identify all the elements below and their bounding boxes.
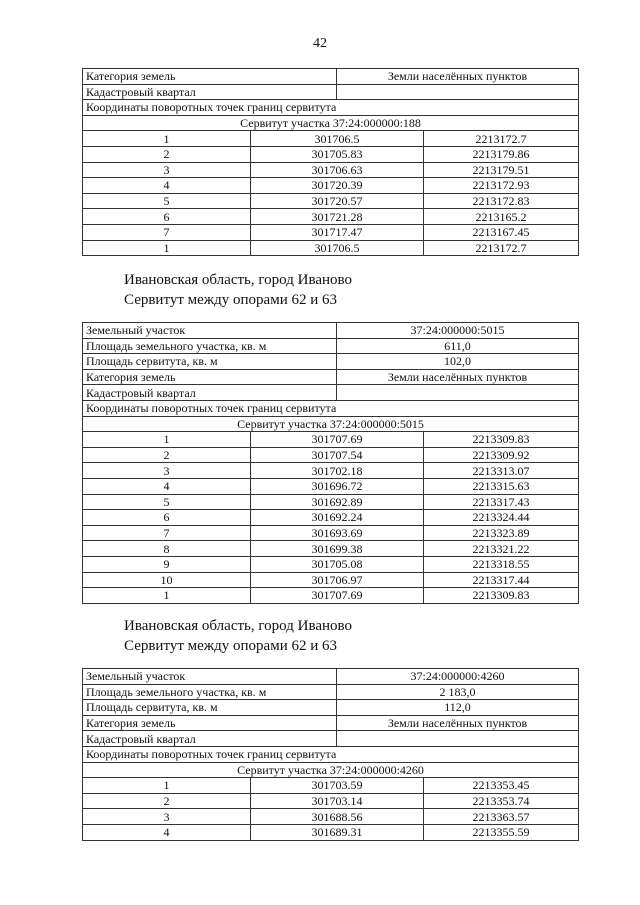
info-row: [83, 369, 579, 385]
point-y: 2213167.45: [424, 224, 579, 240]
point-number: 5: [83, 494, 251, 510]
point-x: 301707.54: [251, 447, 424, 463]
point-y: 2213353.45: [424, 778, 579, 794]
point-number: 8: [83, 541, 251, 557]
point-number: 1: [83, 240, 251, 256]
table-row: [83, 541, 579, 557]
info-row: [83, 338, 579, 354]
point-x: 301696.72: [251, 478, 424, 494]
point-y: 2213324.44: [424, 510, 579, 526]
info-value: 611,0: [337, 338, 579, 354]
point-x: 301699.38: [251, 541, 424, 557]
point-number: 4: [83, 824, 251, 840]
info-row: [83, 385, 579, 401]
point-x: 301720.39: [251, 178, 424, 194]
info-value: Земли населённых пунктов: [337, 69, 579, 85]
heading-servitude: Сервитут между опорами 62 и 63: [124, 292, 337, 308]
servitude-table-5015: [82, 322, 579, 604]
info-label: Категория земель: [83, 715, 337, 731]
info-row: [83, 715, 579, 731]
point-number: 3: [83, 162, 251, 178]
point-x: 301720.57: [251, 193, 424, 209]
point-number: 3: [83, 463, 251, 479]
point-x: 301692.24: [251, 510, 424, 526]
point-x: 301688.56: [251, 809, 424, 825]
table-row: [83, 556, 579, 572]
coords-title: Координаты поворотных точек границ сервитута: [83, 100, 579, 116]
point-y: 2213318.55: [424, 556, 579, 572]
table-row: [83, 824, 579, 840]
info-value: 102,0: [337, 354, 579, 370]
point-number: 7: [83, 224, 251, 240]
point-number: 6: [83, 209, 251, 225]
servitude-title-row: [83, 416, 579, 432]
point-number: 1: [83, 588, 251, 604]
info-label: Земельный участок: [83, 669, 337, 685]
point-number: 2: [83, 146, 251, 162]
info-row: [83, 669, 579, 685]
info-value: [337, 84, 579, 100]
info-value: 2 183,0: [337, 684, 579, 700]
point-x: 301706.97: [251, 572, 424, 588]
section-heading: [124, 270, 352, 310]
servitude-table-4260: [82, 668, 579, 841]
table-row: [83, 510, 579, 526]
coords-title: Координаты поворотных точек границ сервитута: [83, 400, 579, 416]
point-number: 1: [83, 432, 251, 448]
heading-region: Ивановская область, город Иваново: [124, 272, 352, 288]
info-label: Площадь сервитута, кв. м: [83, 354, 337, 370]
servitude-title: Сервитут участка 37:24:000000:4260: [83, 762, 579, 778]
point-number: 2: [83, 447, 251, 463]
table-row: [83, 224, 579, 240]
servitude-title: Сервитут участка 37:24:000000:5015: [83, 416, 579, 432]
table-row: [83, 447, 579, 463]
heading-region: Ивановская область, город Иваново: [124, 618, 352, 634]
point-x: 301689.31: [251, 824, 424, 840]
point-y: 2213315.63: [424, 478, 579, 494]
info-value: Земли населённых пунктов: [337, 369, 579, 385]
point-y: 2213313.07: [424, 463, 579, 479]
point-number: 1: [83, 778, 251, 794]
point-y: 2213317.43: [424, 494, 579, 510]
point-x: 301706.5: [251, 240, 424, 256]
table-row: [83, 572, 579, 588]
point-y: 2213323.89: [424, 525, 579, 541]
point-number: 5: [83, 193, 251, 209]
table-row: [83, 778, 579, 794]
info-value: [337, 731, 579, 747]
point-y: 2213353.74: [424, 793, 579, 809]
point-number: 7: [83, 525, 251, 541]
info-row: [83, 69, 579, 85]
point-x: 301692.89: [251, 494, 424, 510]
table-row: [83, 793, 579, 809]
coords-title-row: [83, 100, 579, 116]
table-row: [83, 146, 579, 162]
info-label: Категория земель: [83, 369, 337, 385]
info-row: [83, 700, 579, 716]
point-y: 2213321.22: [424, 541, 579, 557]
point-y: 2213309.83: [424, 432, 579, 448]
info-row: [83, 354, 579, 370]
point-y: 2213172.83: [424, 193, 579, 209]
info-value: 37:24:000000:5015: [337, 323, 579, 339]
point-x: 301721.28: [251, 209, 424, 225]
point-y: 2213165.2: [424, 209, 579, 225]
point-number: 2: [83, 793, 251, 809]
servitude-title: Сервитут участка 37:24:000000:188: [83, 115, 579, 131]
point-y: 2213309.92: [424, 447, 579, 463]
table-row: [83, 178, 579, 194]
info-row: [83, 323, 579, 339]
point-x: 301707.69: [251, 432, 424, 448]
table-row: [83, 463, 579, 479]
info-label: Земельный участок: [83, 323, 337, 339]
point-x: 301702.18: [251, 463, 424, 479]
table-row: [83, 240, 579, 256]
table-row: [83, 809, 579, 825]
table-row: [83, 131, 579, 147]
table-row: [83, 432, 579, 448]
point-y: 2213179.86: [424, 146, 579, 162]
point-y: 2213317.44: [424, 572, 579, 588]
point-y: 2213172.93: [424, 178, 579, 194]
servitude-table-188: [82, 68, 579, 256]
info-label: Площадь земельного участка, кв. м: [83, 684, 337, 700]
section-heading: [124, 616, 352, 656]
coords-title-row: [83, 746, 579, 762]
info-row: [83, 84, 579, 100]
point-number: 6: [83, 510, 251, 526]
servitude-title-row: [83, 762, 579, 778]
page-number: 42: [313, 36, 327, 51]
point-number: 9: [83, 556, 251, 572]
point-x: 301693.69: [251, 525, 424, 541]
info-label: Кадастровый квартал: [83, 385, 337, 401]
info-value: Земли населённых пунктов: [337, 715, 579, 731]
point-x: 301706.63: [251, 162, 424, 178]
point-x: 301703.59: [251, 778, 424, 794]
point-x: 301707.69: [251, 588, 424, 604]
info-label: Кадастровый квартал: [83, 731, 337, 747]
point-y: 2213172.7: [424, 131, 579, 147]
table-row: [83, 588, 579, 604]
info-value: 37:24:000000:4260: [337, 669, 579, 685]
point-number: 1: [83, 131, 251, 147]
point-y: 2213355.59: [424, 824, 579, 840]
point-x: 301717.47: [251, 224, 424, 240]
point-y: 2213172.7: [424, 240, 579, 256]
info-label: Площадь земельного участка, кв. м: [83, 338, 337, 354]
point-number: 4: [83, 178, 251, 194]
info-label: Категория земель: [83, 69, 337, 85]
table-row: [83, 494, 579, 510]
coords-title: Координаты поворотных точек границ сервитута: [83, 746, 579, 762]
table-row: [83, 525, 579, 541]
point-x: 301705.83: [251, 146, 424, 162]
servitude-title-row: [83, 115, 579, 131]
heading-servitude: Сервитут между опорами 62 и 63: [124, 638, 337, 654]
point-y: 2213363.57: [424, 809, 579, 825]
table-row: [83, 193, 579, 209]
point-y: 2213179.51: [424, 162, 579, 178]
info-label: Площадь сервитута, кв. м: [83, 700, 337, 716]
point-x: 301705.08: [251, 556, 424, 572]
point-x: 301703.14: [251, 793, 424, 809]
point-y: 2213309.83: [424, 588, 579, 604]
info-value: 112,0: [337, 700, 579, 716]
info-value: [337, 385, 579, 401]
info-row: [83, 684, 579, 700]
table-row: [83, 209, 579, 225]
point-number: 4: [83, 478, 251, 494]
point-x: 301706.5: [251, 131, 424, 147]
coords-title-row: [83, 400, 579, 416]
point-number: 3: [83, 809, 251, 825]
point-number: 10: [83, 572, 251, 588]
info-label: Кадастровый квартал: [83, 84, 337, 100]
table-row: [83, 478, 579, 494]
info-row: [83, 731, 579, 747]
table-row: [83, 162, 579, 178]
